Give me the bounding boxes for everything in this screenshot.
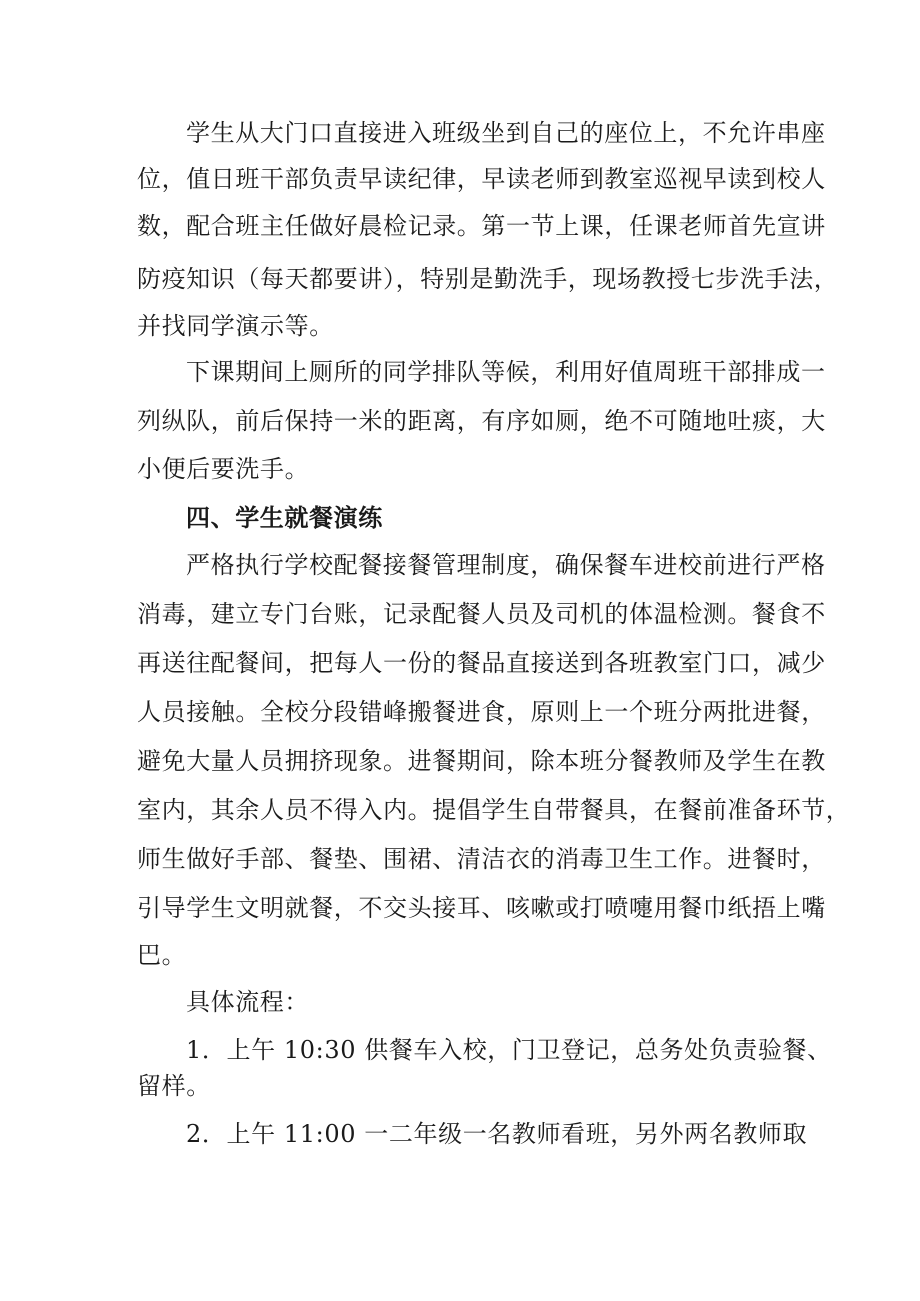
paragraph-2-line-1: 下课期间上厕所的同学排队等候，利用好值周班干部排成一 [186, 358, 826, 386]
paragraph-3-line-9: 巴。 [137, 941, 187, 969]
paragraph-3-line-7: 师生做好手部、餐垫、围裙、清洁衣的消毒卫生工作。进餐时， [137, 845, 826, 873]
paragraph-1-line-2: 位，值日班干部负责早读纪律，早读老师到教室巡视早读到校人 [137, 165, 826, 193]
section-heading: 四、学生就餐演练 [186, 504, 383, 532]
paragraph-3-line-4: 人员接触。全校分段错峰搬餐进食，原则上一个班分两批进餐， [137, 698, 826, 726]
paragraph-1-line-3: 数，配合班主任做好晨检记录。第一节上课，任课老师首先宣讲 [137, 212, 826, 240]
paragraph-3-line-8: 引导学生文明就餐，不交头接耳、咳嗽或打喷嚏用餐巾纸捂上嘴 [137, 894, 826, 922]
paragraph-2-line-3: 小便后要洗手。 [137, 455, 310, 483]
process-step-1-line-1: 1．上午 10:30 供餐车入校，门卫登记，总务处负责验餐、 [186, 1036, 832, 1064]
process-label: 具体流程： [186, 988, 309, 1016]
paragraph-3-line-1: 严格执行学校配餐接餐管理制度，确保餐车进校前进行严格 [186, 551, 826, 579]
paragraph-1-line-5: 并找同学演示等。 [137, 312, 334, 340]
paragraph-3-line-2: 消毒，建立专门台账，记录配餐人员及司机的体温检测。餐食不 [137, 600, 826, 628]
paragraph-1-line-4: 防疫知识（每天都要讲），特别是勤洗手，现场教授七步洗手法， [137, 265, 839, 293]
process-step-2-line-1: 2．上午 11:00 一二年级一名教师看班，另外两名教师取 [186, 1120, 808, 1148]
paragraph-3-line-5: 避免大量人员拥挤现象。进餐期间，除本班分餐教师及学生在教 [137, 747, 826, 775]
paragraph-3-line-6: 室内，其余人员不得入内。提倡学生自带餐具，在餐前准备环节， [137, 796, 851, 824]
paragraph-1-line-1: 学生从大门口直接进入班级坐到自己的座位上，不允许串座 [186, 119, 826, 147]
process-step-1-line-2: 留样。 [137, 1072, 211, 1100]
paragraph-2-line-2: 列纵队，前后保持一米的距离，有序如厕，绝不可随地吐痰，大 [137, 407, 826, 435]
paragraph-3-line-3: 再送往配餐间，把每人一份的餐品直接送到各班教室门口，减少 [137, 649, 826, 677]
